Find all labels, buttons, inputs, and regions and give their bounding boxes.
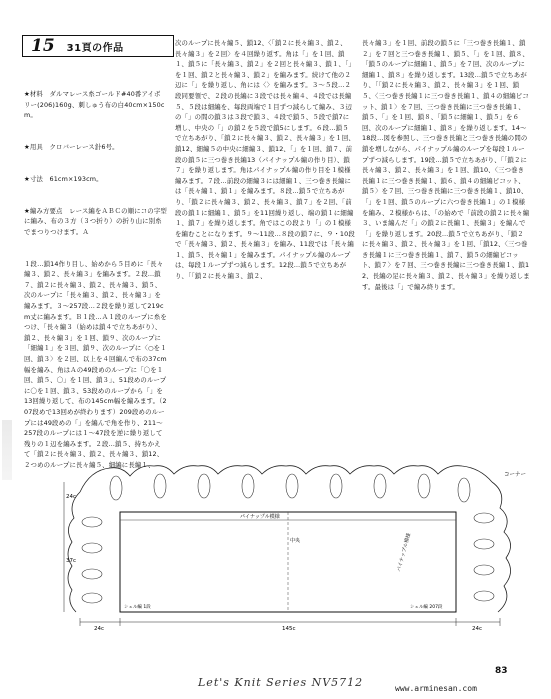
instructions-intro: ★編み方要点 レース編をＡＢＣの順にコの字型に編み、布の３方（３つ折り）の折り山に別糸でまつりつけます。Ａ — [24, 206, 167, 236]
page-number: 83 — [495, 666, 508, 676]
shell-label-right: シェル編 207段 — [410, 605, 443, 610]
series-title: Let's Knit Series NV5712 — [198, 676, 364, 689]
dim-bottom-center: 145c — [282, 626, 296, 632]
shell-label-left: シェル編 1段 — [124, 605, 151, 610]
middle-column-text: 次のループに長々編５、鎖12、〈「鎖２に長々編３、鎖２、長々編３」を２回〉を４回繰り返す。角は「」を１回、鎖１、鎖５に「長々編３、鎖２」を２回と長々編３、鎖１、「」を１回、鎖２と長々編３、鎖２」を編みます。続けて他の２辺に「」を繰り返し、角には〈〉を編みます。３～５段…２段同要領で、２段の長編に３段では長々編４、４段では長編５、５段は細編を、毎段両端で１目ずつ減らして編み、３辺の「」の間の鎖３は３段で鎖３、４段で鎖５、５段で鎖7に増し、中央の「」の鎖２を５段で鎖5にします。６段…鎖５で立ちあがり、「鎖２に長々編３、鎖２、長々編３」を１回、鎖12、細編５の中央に細編３、鎖12、「」を１回、鎖７、前段の鎖５に三つ巻き長編13（パイナップル編の作り目）、鎖７」を繰り返します。角はパイナップル編の作り目を１模様編みます。７段…前段の細編３には細編１、三つ巻き長編には「長々編１、鎖１」を編みます。８段…鎖５で立ちあがり、「鎖２に長々編３、鎖２、長々編３、鎖７」を２回、「前段の鎖１に細編１、鎖５」を11回繰り返し、端の鎖１に細編１、鎖７」を繰り返します。角ではこの段より「」の１模様を編むことになります。９～11段…８段の鎖７に、９・10段で「長々編３、鎖２、長々編３」を編み、11段では「長々編１、鎖５、長々編１」を編みます。パイナップル編のループは、毎段１ループずつ減らします。12段…鎖５で立ちあがり、「「鎖２に長々編３、鎖２、 — [175, 39, 355, 281]
side-label-right: パイナップル模様 — [396, 532, 413, 573]
scallop-left — [68, 492, 80, 612]
watermark-url: www.arminesan.com — [395, 684, 477, 693]
band-label: パイナップル模様 — [240, 514, 280, 520]
dim-top-left: 24c — [66, 494, 77, 500]
tools: ★用具 クロバーレース針6号。 — [24, 143, 119, 152]
pattern-number: 15 — [31, 36, 55, 56]
corner-label: コーナー — [504, 472, 527, 478]
binding-shadow — [2, 420, 12, 480]
right-column-text: 長々編３」を１回、前段の鎖５に「三つ巻き長編１、鎖２」を７回と三つ巻き長編１、鎖５、「」を１回、鎖８、「鎖５のループに細編１、鎖５」を７回、次のループに細編１、鎖８」を繰り返します。13段…鎖５で立ちあがり、「「鎖２に長々編３、鎖２、長々編３」を１回、鎖５、〈三つ巻き長編１に三つ巻き長編１、鎖４の細編ピコット、鎖１〉を７回、三つ巻き長編に三つ巻き長編１、鎖５、「」を１回、鎖８、「鎖５に細編１、鎖５」を６回、次のループに細編１、鎖８」を繰り返します。14～18段…図を参照し、三つ巻き長編と三つ巻き長編の間の鎖を増しながら、パイナップル編のループを毎段１ループずつ減らします。19段…鎖５で立ちあがり、「「鎖２に長々編３、鎖２、長々編３」を１回、鎖10、〈三つ巻き長編１に三つ巻き長編１、鎖６、鎖４の細編ピコット、鎖５〉を７回、三つ巻き長編に三つ巻き長編１、鎖10、「」を１回、鎖５のループに六つ巻き長編１」の１模様を編み、２模様からは、「の始めで「前段の鎖２に長々編３、いま編んだ「」の鎖２に長編１、長編３」を編んで「」を繰り返します。20段…鎖５で立ちあがり、「鎖２に長々編３、鎖２、長々編３」を１回、「鎖12、〈三つ巻き長編１に三つ巻き長編１、鎖７、鎖５の細編ピコット、鎖７〉を７回、三つ巻き長編に三つ巻き長編１、鎖12、長編の足に長々編３、鎖２、長々編３」を繰り返します。最後は「」で編み終ります。 — [362, 39, 530, 291]
scallop-right — [492, 482, 511, 612]
border-diagram — [60, 462, 540, 632]
left-column-text — [24, 68, 167, 492]
dim-bottom-right: 24c — [472, 626, 483, 632]
instructions-part-a: １段…鎖14作り目し、始めから５目めに「長々編３、鎖２、長々編３」を編みます。２段…鎖７、鎖２に長々編３、鎖２、長々編３、鎖５、次のループに「長々編３、鎖２、長々編３」を編みます。３～257段…２段を繰り返して219cm丈に編みます。Ｂ１段…Ａ１段のループに糸をつけ、「長々編３（始めは鎖４で立ちあがり）、鎖２、長々編３」を１回、鎖９、次のループに「細編１」を３回、鎖９、次のループに〈○を１回、鎖３〉を２回、以上を４回編んで布の37cm幅を編み、角はＡの49段めのループに「〇を１回、鎖５、〇」を１回、鎖３」、51段めのループに〇を１回、鎖３、53段めのループから「」を13回繰り返して、布の145cm幅を編みます。（207段めで13回めが終わります）209段めのループには49段めの「」を編んで角を作り、211～257段のループには１～47段を逆に繰り返して残りの１辺を編みます。２段…鎖５、持ちかえて「鎖２に長々編３、鎖２、長々編３、鎖12、２つめのループに長々編５、細編に長編１、 — [24, 259, 167, 469]
pineapple-motifs-top — [110, 474, 470, 502]
dimensions: ★寸法 61cm×193cm。 — [24, 174, 103, 183]
center-label: 中央 — [290, 538, 301, 544]
dim-bottom-left: 24c — [94, 626, 105, 632]
pattern-title: 31頁の作品 — [66, 42, 124, 54]
materials: ★材料 ダルマレース糸ゴールド#40番アイボリー(206)160g、刺しゅう布の白40cm×150cm。 — [24, 90, 165, 120]
pattern-header — [22, 35, 174, 57]
dim-mid-left: 37c — [66, 558, 77, 564]
